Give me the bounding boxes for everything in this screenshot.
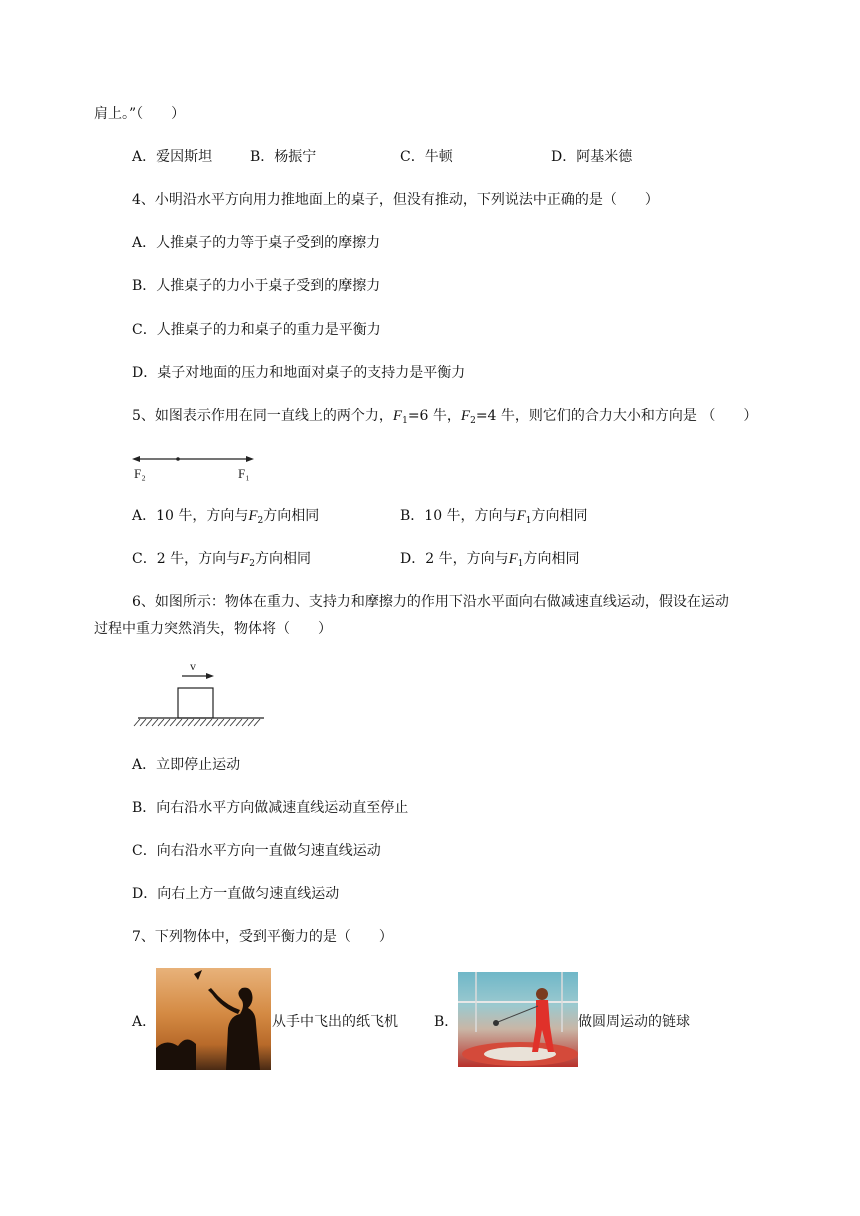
q5-force-diagram — [130, 450, 260, 484]
block — [178, 688, 213, 718]
q5-f1-sub: 1 — [402, 416, 408, 426]
f1-arrowhead — [246, 456, 254, 462]
q5-option-b-pre: B．10 牛，方向与 — [400, 508, 517, 524]
hatch-stroke — [200, 719, 206, 726]
hatch-stroke — [194, 719, 200, 726]
q7-stem: 7、下列物体中，受到平衡力的是（ ） — [132, 929, 393, 945]
q5-option-c — [132, 549, 311, 574]
q5-option-a-post: 方向相同 — [263, 508, 320, 524]
q5-f1-var: F — [392, 408, 403, 424]
q5-option-a-pre: A．10 牛，方向与 — [132, 508, 249, 524]
force-origin-dot — [176, 457, 180, 461]
hatch-stroke — [218, 719, 224, 726]
q5-option-c-sub: 2 — [249, 559, 255, 569]
q4-option-c: C．人推桌子的力和桌子的重力是平衡力 — [132, 322, 381, 338]
q4-option-d: D．桌子对地面的压力和地面对桌子的支持力是平衡力 — [132, 365, 466, 381]
hatch-stroke — [212, 719, 218, 726]
hatch-stroke — [152, 719, 158, 726]
hatch-stroke — [182, 719, 188, 726]
hatch-stroke — [254, 719, 260, 726]
q5-option-b-post: 方向相同 — [531, 508, 588, 524]
person-silhouette — [226, 988, 260, 1070]
q5-f2-sub: 2 — [470, 416, 476, 426]
velocity-label: v — [190, 659, 196, 673]
q4-stem: 4、小明沿水平方向用力推地面上的桌子，但没有推动，下列说法中正确的是（ ） — [132, 192, 659, 208]
q3-option-b: B．杨振宁 — [250, 149, 317, 165]
q5-option-a-sub: 2 — [257, 516, 264, 526]
q5-option-c-pre: C．2 牛，方向与 — [132, 551, 241, 567]
f2-arrowhead — [132, 456, 140, 462]
ground-hatching — [134, 719, 260, 726]
q5-stem-b: =6 牛， — [407, 408, 461, 424]
hammer-ball — [493, 1020, 499, 1026]
hatch-stroke — [164, 719, 170, 726]
hammer-throw-photo — [458, 972, 578, 1067]
hatch-stroke — [170, 719, 176, 726]
f2-label: F₂ — [134, 466, 146, 481]
q5-option-d-post: 方向相同 — [523, 551, 580, 567]
q7-option-a-letter: A． — [132, 1014, 157, 1030]
q6-stem-line2: 过程中重力突然消失，物体将（ ） — [94, 621, 332, 637]
paper-plane-photo — [156, 968, 271, 1070]
hatch-stroke — [224, 719, 230, 726]
hatch-stroke — [188, 719, 194, 726]
q5-option-d-sub: 1 — [517, 559, 524, 569]
q3-stem-tail: 肩上。”（ ） — [94, 106, 186, 122]
q5-option-b-sub: 1 — [525, 516, 532, 526]
q6-option-b: B．向右沿水平方向做减速直线运动直至停止 — [132, 800, 409, 816]
q7-option-b-letter: B． — [434, 1014, 459, 1030]
paper-plane-icon — [194, 970, 202, 980]
hatch-stroke — [206, 719, 212, 726]
q4-option-a: A．人推桌子的力等于桌子受到的摩擦力 — [132, 235, 381, 251]
q7-option-b-text: 做圆周运动的链球 — [578, 1014, 690, 1030]
q5-option-a — [132, 506, 319, 531]
q5-option-c-post: 方向相同 — [254, 551, 311, 567]
q6-option-a: A．立即停止运动 — [132, 757, 241, 773]
q5-stem-a: 5、如图表示作用在同一直线上的两个力， — [132, 408, 393, 424]
hatch-stroke — [248, 719, 254, 726]
hatch-stroke — [146, 719, 152, 726]
velocity-arrowhead — [206, 673, 214, 679]
q7-option-a-text: 从手中飞出的纸飞机 — [272, 1014, 398, 1030]
hatch-stroke — [134, 719, 140, 726]
q5-stem — [132, 406, 757, 431]
q5-option-d — [400, 549, 580, 574]
hatch-stroke — [140, 719, 146, 726]
q6-option-c: C．向右沿水平方向一直做匀速直线运动 — [132, 843, 381, 859]
q3-option-d: D．阿基米德 — [551, 149, 633, 165]
q5-stem-c: =4 牛，则它们的合力大小和方向是 （ ） — [475, 408, 758, 424]
q6-option-d: D．向右上方一直做匀速直线运动 — [132, 886, 340, 902]
hatch-stroke — [158, 719, 164, 726]
hatch-stroke — [236, 719, 242, 726]
q5-option-b — [400, 506, 587, 531]
hatch-stroke — [242, 719, 248, 726]
q6-stem-line1: 6、如图所示：物体在重力、支持力和摩擦力的作用下沿水平面向右做减速直线运动，假设在运动 — [132, 594, 729, 610]
q5-f2-var: F — [460, 408, 471, 424]
q5-option-d-var: F — [508, 551, 518, 567]
athlete-head — [536, 988, 548, 1000]
q3-option-a: A．爱因斯坦 — [132, 149, 213, 165]
q5-option-a-var: F — [248, 508, 258, 524]
q6-block-diagram — [138, 660, 264, 734]
q4-option-b: B．人推桌子的力小于桌子受到的摩擦力 — [132, 278, 381, 294]
q5-option-b-var: F — [516, 508, 526, 524]
q5-option-c-var: F — [240, 551, 250, 567]
hatch-stroke — [230, 719, 236, 726]
hatch-stroke — [176, 719, 182, 726]
q5-option-d-pre: D．2 牛，方向与 — [400, 551, 509, 567]
q3-option-c: C．牛顿 — [400, 149, 453, 165]
f1-label: F₁ — [238, 466, 250, 481]
